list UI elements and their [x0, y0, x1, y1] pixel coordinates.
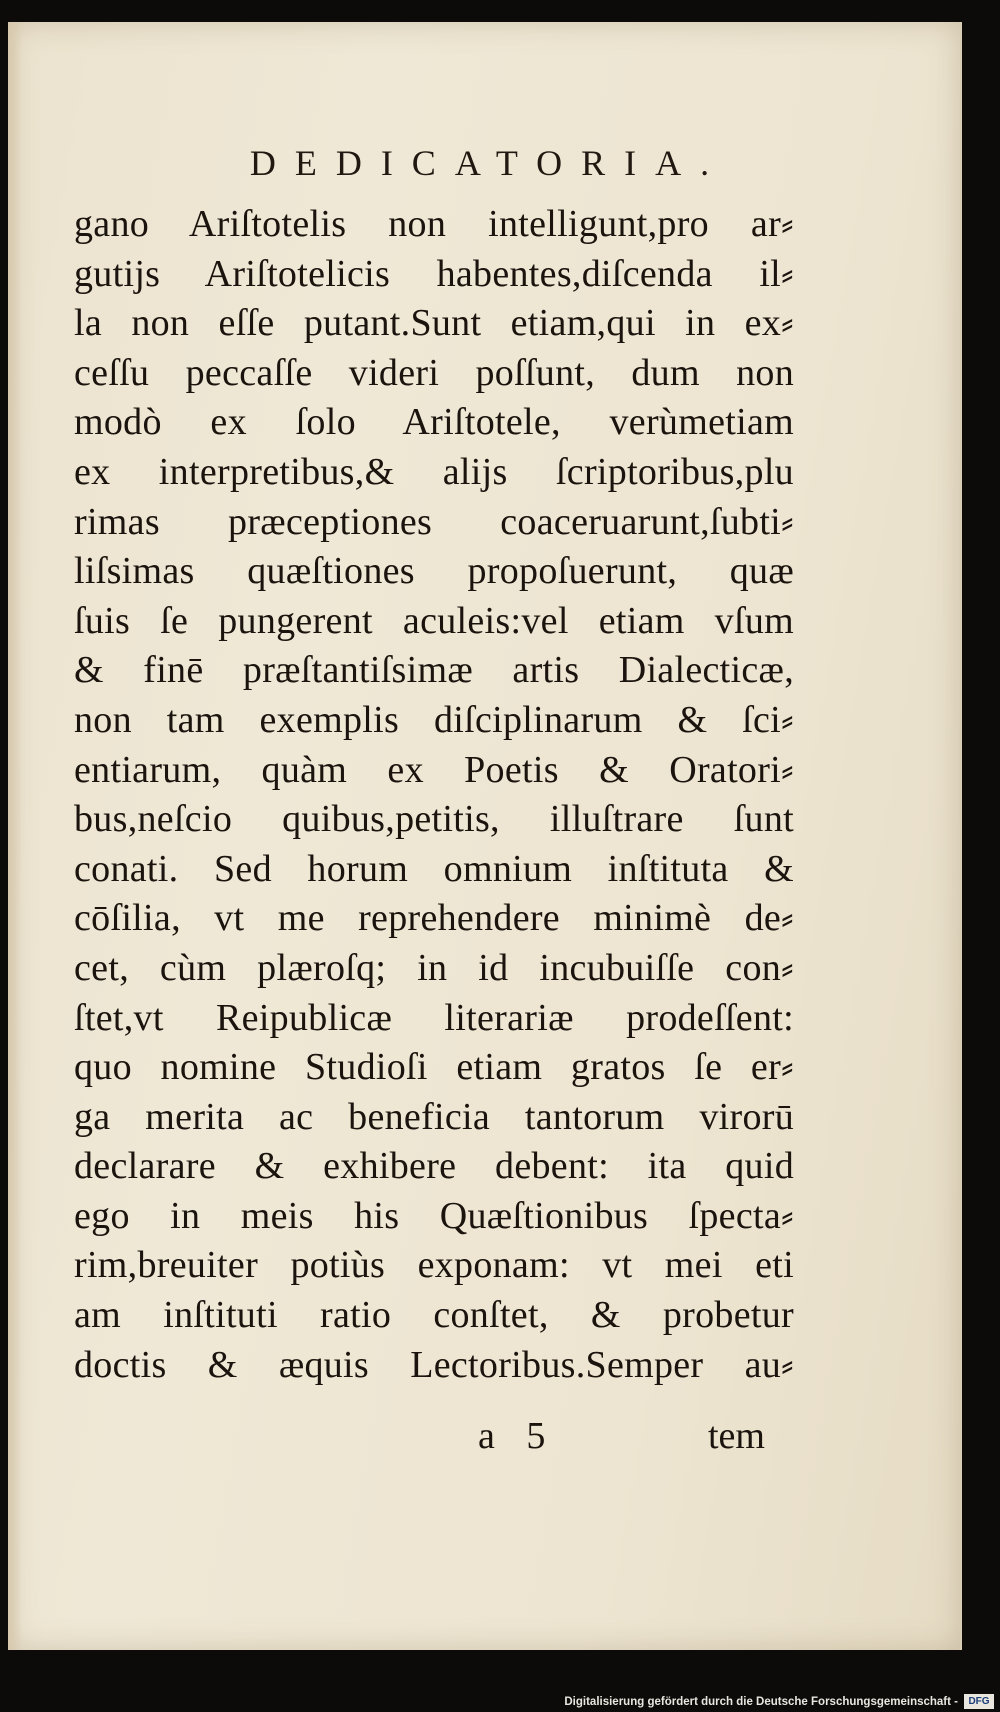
- text-line: entiarum, quàm ex Poetis & Oratori⸗: [74, 748, 794, 791]
- running-head: DEDICATORIA.: [249, 143, 729, 183]
- text-line: cōſilia, vt me reprehendere minimè de⸗: [74, 897, 794, 940]
- book-page: [8, 22, 962, 1650]
- text-line: ego in meis his Quæſtionibus ſpecta⸗: [74, 1194, 794, 1237]
- text-line: ga merita ac beneficia tantorum virorū: [74, 1095, 794, 1138]
- dfg-logo: DFG: [964, 1694, 994, 1709]
- digitization-credit: Digitalisierung gefördert durch die Deutsche Forschungsgemeinschaft -: [564, 1696, 958, 1708]
- text-line: & finē præſtantiſsimæ artis Dialecticæ,: [74, 649, 794, 692]
- text-line: am inſtituti ratio conſtet, & probetur: [74, 1294, 794, 1337]
- text-line: rimas præceptiones coaceruarunt,ſubti⸗: [74, 500, 794, 543]
- text-line: gano Ariſtotelis non intelligunt,pro ar⸗: [74, 203, 794, 245]
- body-text: [74, 200, 794, 1390]
- text-line: doctis & æquis Lectoribus.Semper au⸗: [74, 1343, 794, 1386]
- text-line: modò ex ſolo Ariſtotele, verùmetiam: [74, 401, 794, 444]
- text-line: rim,breuiter potiùs exponam: vt mei eti: [74, 1244, 794, 1287]
- page-edge-shadow: [8, 22, 22, 1650]
- text-line: ſtet,vt Reipublicæ literariæ prodeſſent:: [74, 996, 794, 1039]
- catchword: tem: [708, 1415, 765, 1457]
- signature-mark: a 5: [478, 1415, 546, 1457]
- text-line: bus,neſcio quibus,petitis, illuſtrare ſunt: [74, 798, 794, 841]
- text-line: cet, cùm plæroſq; in id incubuiſſe con⸗: [74, 946, 794, 989]
- page-footer: [8, 1414, 960, 1464]
- text-line: conati. Sed horum omnium inſtituta &: [74, 847, 794, 890]
- text-line: quo nomine Studioſi etiam gratos ſe er⸗: [74, 1046, 794, 1089]
- credit-bar: [0, 1688, 1000, 1712]
- text-line: declarare & exhibere debent: ita quid: [74, 1145, 794, 1188]
- text-line: ex interpretibus,& alijs ſcriptoribus,plu: [74, 450, 794, 493]
- text-line: liſsimas quæſtiones propoſuerunt, quæ: [74, 550, 794, 593]
- text-line: ceſſu peccaſſe videri poſſunt, dum non: [74, 351, 794, 394]
- text-line: ſuis ſe pungerent aculeis:vel etiam vſum: [74, 599, 794, 642]
- text-line: gutijs Ariſtotelicis habentes,diſcenda il⸗: [74, 252, 794, 295]
- text-line: non tam exemplis diſciplinarum & ſci⸗: [74, 698, 794, 741]
- text-line: la non eſſe putant.Sunt etiam,qui in ex⸗: [74, 302, 794, 345]
